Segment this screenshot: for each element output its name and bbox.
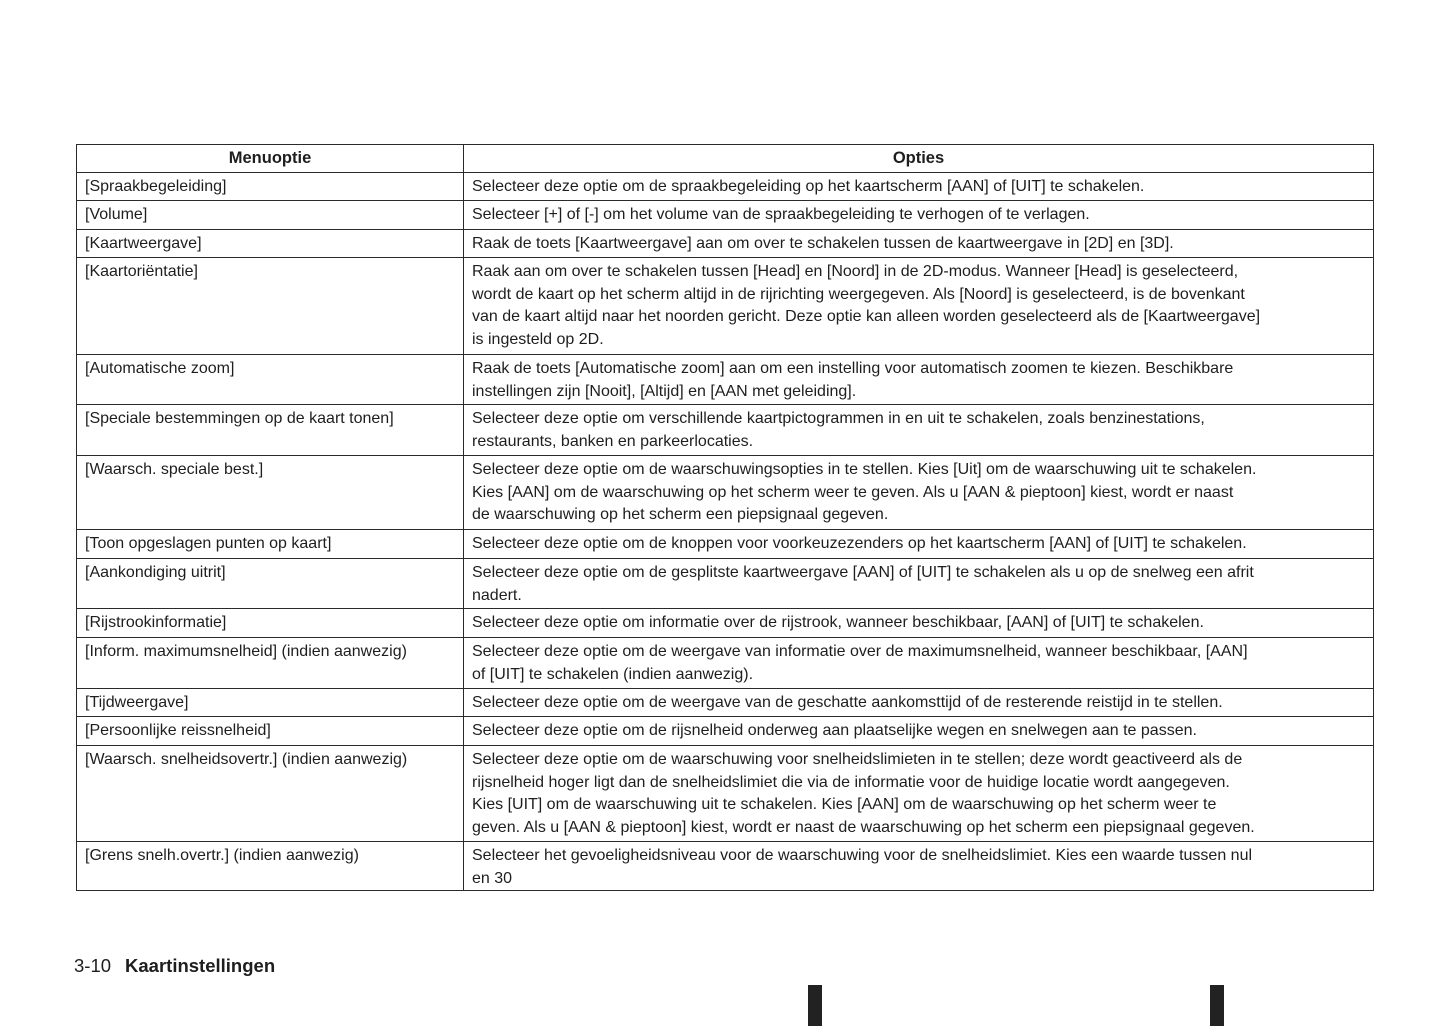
option-description (464, 638, 1374, 689)
table-row (77, 201, 1374, 230)
menu-option: [Automatische zoom] (77, 355, 464, 405)
option-description (464, 559, 1374, 609)
description-line: Selecteer [+] of [-] om het volume van de spraakbegeleiding te verhogen of te verlagen. (472, 206, 1090, 223)
description-line: Raak aan om over te schakelen tussen [Head] en [Noord] in de 2D-modus. Wanneer [Head] is geselecteerd, (472, 263, 1239, 280)
option-description (464, 689, 1374, 717)
table-row (77, 689, 1374, 717)
menu-option: [Tijdweergave] (77, 689, 464, 717)
table-row (77, 609, 1374, 638)
description-line: Selecteer deze optie om de waarschuwingsopties in te stellen. Kies [Uit] om de waarschuwing uit te schakelen. (472, 461, 1257, 478)
option-description (464, 230, 1374, 258)
page-footer (74, 955, 275, 977)
description-line: en 30 (472, 869, 513, 887)
section-title: Kaartinstellingen (125, 955, 276, 976)
description-line: Kies [UIT] om de waarschuwing uit te schakelen. Kies [AAN] om de waarschuwing op het scherm weer te (472, 796, 1217, 814)
description-line: of [UIT] te schakelen (indien aanwezig). (472, 665, 754, 683)
description-line: Selecteer deze optie om de weergave van de geschatte aankomsttijd of de resterende reistijd in te stellen. (472, 694, 1223, 711)
description-line: restaurants, banken en parkeerlocaties. (472, 432, 754, 450)
page-number: 3-10 (74, 955, 112, 976)
menu-option: [Persoonlijke reissnelheid] (77, 717, 464, 746)
option-description (464, 456, 1374, 530)
table-row (77, 530, 1374, 559)
menu-option: [Waarsch. snelheidsovertr.] (indien aanwezig) (77, 746, 464, 842)
description-line: Raak de toets [Kaartweergave] aan om over te schakelen tussen de kaartweergave in [2D] en [3D]. (472, 235, 1174, 252)
table-row (77, 258, 1374, 355)
menu-option: [Kaartweergave] (77, 230, 464, 258)
header-menuoptie: Menuoptie (77, 145, 464, 173)
print-mark (808, 985, 822, 1026)
table-row (77, 456, 1374, 530)
description-line: Selecteer deze optie om de waarschuwing voor snelheidslimieten in te stellen; deze wordt geactiveerd als de (472, 751, 1243, 768)
description-line: Selecteer het gevoeligheidsniveau voor de waarschuwing voor de snelheidslimiet. Kies een waarde tussen nul (472, 847, 1253, 864)
option-description (464, 717, 1374, 746)
description-line: instellingen zijn [Nooit], [Altijd] en [AAN met geleiding]. (472, 382, 857, 400)
description-line: Selecteer deze optie om informatie over de rijstrook, wanneer beschikbaar, [AAN] of [UIT] te schakelen. (472, 614, 1204, 631)
table-row (77, 405, 1374, 456)
table-row (77, 638, 1374, 689)
description-line: de waarschuwing op het scherm een piepsignaal gegeven. (472, 506, 889, 524)
table-row (77, 746, 1374, 842)
menu-option: [Toon opgeslagen punten op kaart] (77, 530, 464, 559)
table-row (77, 559, 1374, 609)
description-line: rijsnelheid hoger ligt dan de snelheidslimiet die via de informatie voor de huidige locatie wordt aangegeven. (472, 773, 1230, 791)
option-description (464, 405, 1374, 456)
table-row (77, 230, 1374, 258)
print-mark (1210, 985, 1224, 1026)
option-description (464, 609, 1374, 638)
table-row (77, 173, 1374, 201)
menu-option: [Speciale bestemmingen op de kaart tonen] (77, 405, 464, 456)
option-description (464, 201, 1374, 230)
description-line: Raak de toets [Automatische zoom] aan om een instelling voor automatisch zoomen te kiezen. Beschikbare (472, 360, 1234, 377)
description-line: Selecteer deze optie om de rijsnelheid onderweg aan plaatselijke wegen en snelwegen aan te passen. (472, 722, 1197, 739)
menu-option: [Rijstrookinformatie] (77, 609, 464, 638)
description-line: nadert. (472, 586, 522, 604)
description-line: Selecteer deze optie om de gesplitste kaartweergave [AAN] of [UIT] te schakelen als u op de snelweg een afrit (472, 564, 1254, 581)
option-description (464, 530, 1374, 559)
menu-option: [Grens snelh.overtr.] (indien aanwezig) (77, 842, 464, 891)
header-opties: Opties (464, 145, 1374, 173)
table-header-row (77, 145, 1374, 173)
description-line: Selecteer deze optie om de spraakbegeleiding op het kaartscherm [AAN] of [UIT] te schakelen. (472, 178, 1145, 195)
option-description (464, 258, 1374, 355)
table-row (77, 355, 1374, 405)
description-line: geven. Als u [AAN & pieptoon] kiest, wordt er naast de waarschuwing op het scherm een piepsignaal gegeven. (472, 818, 1255, 836)
table-row (77, 842, 1374, 891)
menu-option: [Spraakbegeleiding] (77, 173, 464, 201)
description-line: van de kaart altijd naar het noorden gericht. Deze optie kan alleen worden geselecteerd als de [Kaartweergave] (472, 308, 1261, 326)
menu-option: [Waarsch. speciale best.] (77, 456, 464, 530)
description-line: Selecteer deze optie om verschillende kaartpictogrammen in en uit te schakelen, zoals benzinestations, (472, 410, 1205, 427)
description-line: is ingesteld op 2D. (472, 330, 604, 348)
table-row (77, 717, 1374, 746)
menu-option: [Volume] (77, 201, 464, 230)
description-line: wordt de kaart op het scherm altijd in de rijrichting weergegeven. Als [Noord] is geselecteerd, is de bovenkant (472, 285, 1245, 303)
option-description (464, 746, 1374, 842)
description-line: Selecteer deze optie om de knoppen voor voorkeuzezenders op het kaartscherm [AAN] of [UIT] te schakelen. (472, 535, 1247, 552)
settings-table (76, 144, 1374, 891)
option-description (464, 842, 1374, 891)
option-description (464, 173, 1374, 201)
menu-option: [Aankondiging uitrit] (77, 559, 464, 609)
menu-option: [Kaartoriëntatie] (77, 258, 464, 355)
description-line: Selecteer deze optie om de weergave van informatie over de maximumsnelheid, wanneer beschikbaar, [AAN] (472, 643, 1248, 660)
description-line: Kies [AAN] om de waarschuwing op het scherm weer te geven. Als u [AAN & pieptoon] kiest, wordt er naast (472, 483, 1234, 501)
menu-option: [Inform. maximumsnelheid] (indien aanwezig) (77, 638, 464, 689)
option-description (464, 355, 1374, 405)
